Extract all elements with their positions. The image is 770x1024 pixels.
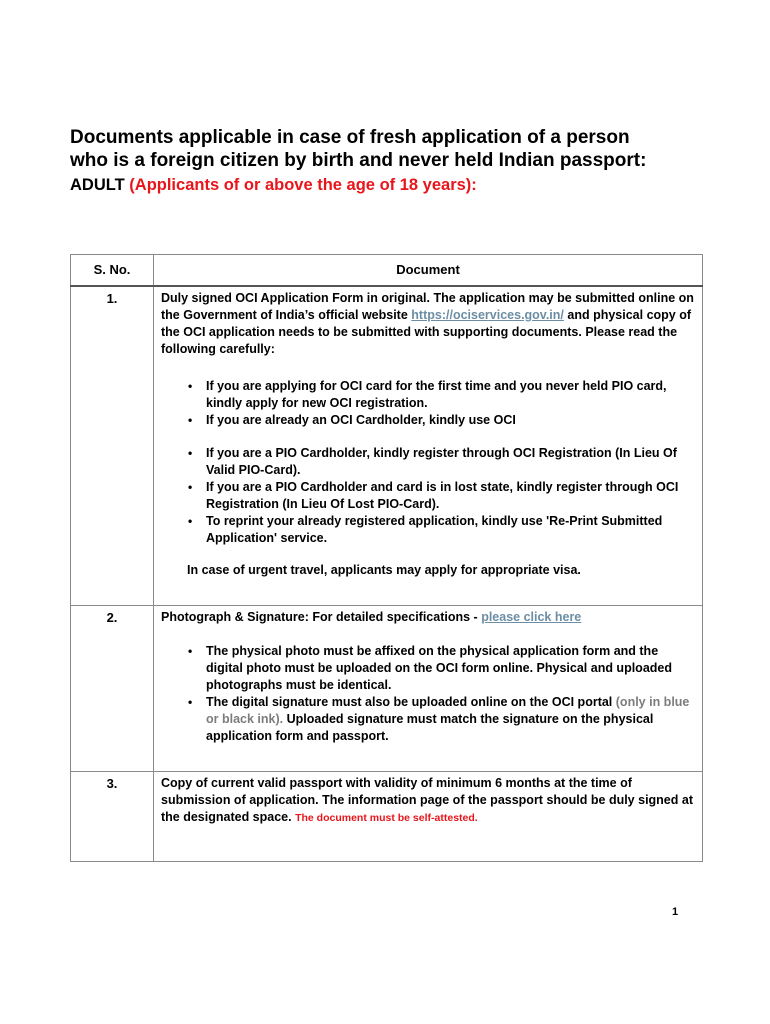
page-heading (70, 126, 730, 172)
row2-intro (161, 609, 696, 626)
row1-bullet-group-1 (161, 378, 696, 429)
list-item: • If you are a PIO Cardholder, kindly register through OCI Registration (In Lieu Of Valid PIO-Card). (185, 445, 696, 479)
ink-color-note: (only in blue or black ink). (206, 694, 690, 726)
urgent-travel-note: In case of urgent travel, applicants may apply for appropriate visa. (187, 563, 581, 577)
subheading (70, 174, 730, 196)
oci-website-link[interactable]: https://ociservices.gov.in/ (411, 308, 564, 322)
document-cell (154, 605, 703, 771)
table-row (71, 771, 703, 861)
row-number: 2. (71, 605, 154, 771)
self-attested-note: The document must be self-attested. (295, 811, 478, 824)
list-item: • If you are applying for OCI card for the first time and you never held PIO card, kindly apply for new OCI registration. (185, 378, 696, 412)
row2-intro-text: Photograph & Signature: For detailed specifications - (161, 609, 478, 624)
list-item: • If you are a PIO Cardholder and card is in lost state, kindly register through OCI Registration (In Lieu Of Lost PIO-Card). (185, 479, 696, 513)
signature-match-text: Uploaded signature must match the signature on the physical application form and passport. (206, 711, 654, 743)
list-item: • The physical photo must be affixed on the physical application form and the digital photo must be uploaded on the OCI form online. Physical and uploaded photographs must be identical. (185, 643, 696, 694)
row-number: 3. (71, 771, 154, 861)
list-item: • To reprint your already registered application, kindly use 'Re-Print Submitted Application' service. (185, 513, 696, 547)
list-item: • If you are already an OCI Cardholder, kindly use OCI (185, 412, 696, 429)
heading-line-1: Documents applicable in case of fresh application of a person (70, 127, 630, 148)
row1-intro-text: Duly signed OCI Application Form in original. The application may be submitted online on the Government of India’s official website (161, 291, 694, 322)
column-header-sno: S. No. (71, 255, 154, 287)
heading-line-2: who is a foreign citizen by birth and never held Indian passport: (70, 150, 647, 171)
documents-table (70, 254, 703, 862)
table-row (71, 286, 703, 605)
document-cell (154, 286, 703, 605)
row2-bullets (161, 643, 696, 745)
row1-intro (161, 290, 696, 358)
row-number: 1. (71, 286, 154, 605)
subheading-age-note: (Applicants of or above the age of 18 years): (129, 176, 477, 194)
subheading-prefix: ADULT (70, 176, 125, 194)
table-row (71, 605, 703, 771)
document-cell (154, 771, 703, 861)
row3-text (161, 775, 696, 827)
passport-copy-text: Copy of current valid passport with validity of minimum 6 months at the time of submission of application. The information page of the passport should be duly signed at the designated space. (161, 775, 693, 824)
signature-text: The digital signature must also be uploaded online on the OCI portal (206, 694, 613, 709)
list-item (185, 694, 696, 745)
specifications-link[interactable]: please click here (481, 609, 582, 624)
page-number: 1 (672, 906, 679, 918)
table-header-row (71, 255, 703, 287)
row1-intro-continued: and physical copy of the OCI application needs to be submitted with supporting documents. Please read the following carefully: (161, 308, 692, 356)
row1-bullet-group-2 (161, 445, 696, 547)
column-header-document: Document (154, 255, 703, 287)
